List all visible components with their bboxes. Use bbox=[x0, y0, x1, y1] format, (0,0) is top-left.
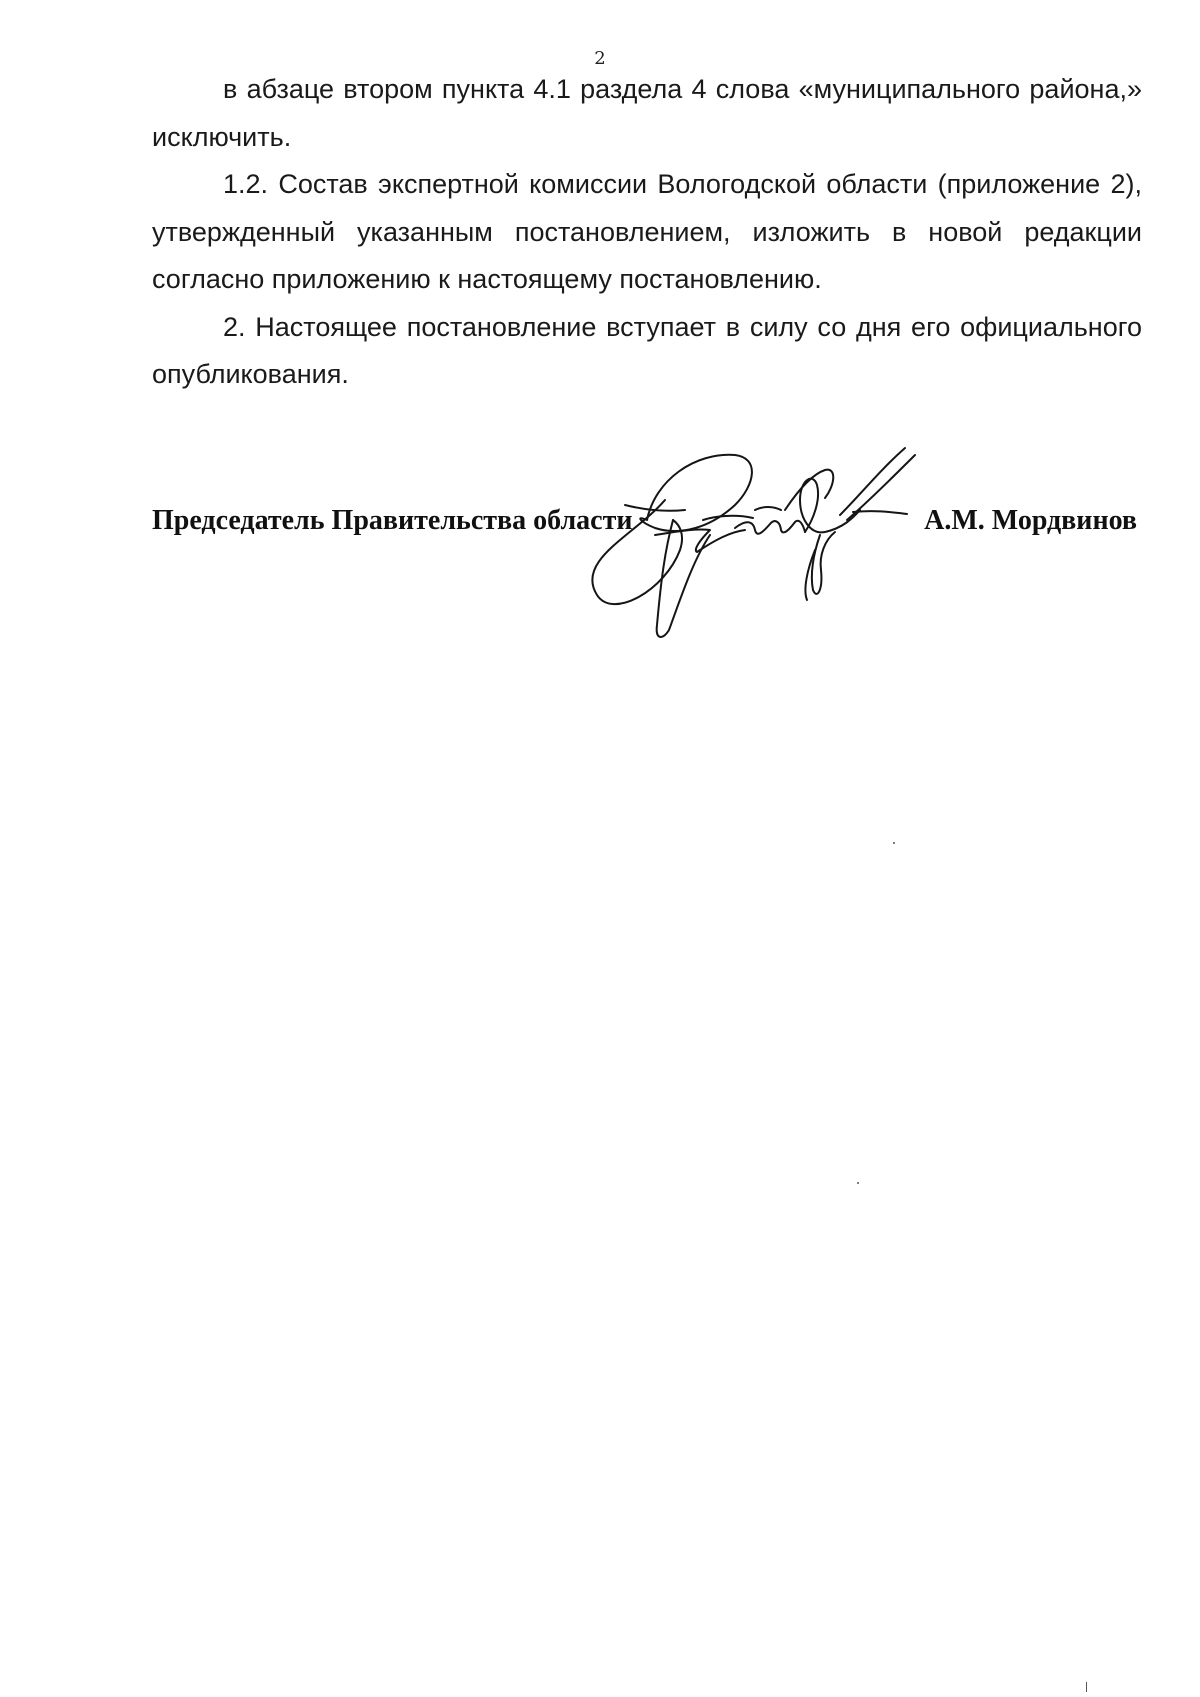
scan-speck bbox=[1086, 1682, 1087, 1692]
page-number: 2 bbox=[594, 48, 606, 69]
document-body bbox=[152, 66, 1142, 399]
scan-speck bbox=[893, 842, 895, 844]
handwritten-signature-icon bbox=[585, 440, 945, 650]
signer-name: А.М. Мордвинов bbox=[924, 505, 1137, 536]
scan-speck bbox=[857, 1182, 859, 1184]
paragraph-commission-composition: 1.2. Состав экспертной комиссии Вологодской области (приложение 2), утвержденный указанным постановлением, изложить в новой редакции согласно приложению к настоящему постановлению. bbox=[152, 169, 1142, 294]
paragraph-effective-date: 2. Настоящее постановление вступает в силу со дня его официального опубликования. bbox=[152, 311, 1142, 389]
paragraph-exclusion: в абзаце втором пункта 4.1 раздела 4 слова «муниципального района,» исключить. bbox=[152, 74, 1142, 152]
signer-title: Председатель Правительства области bbox=[152, 505, 633, 536]
